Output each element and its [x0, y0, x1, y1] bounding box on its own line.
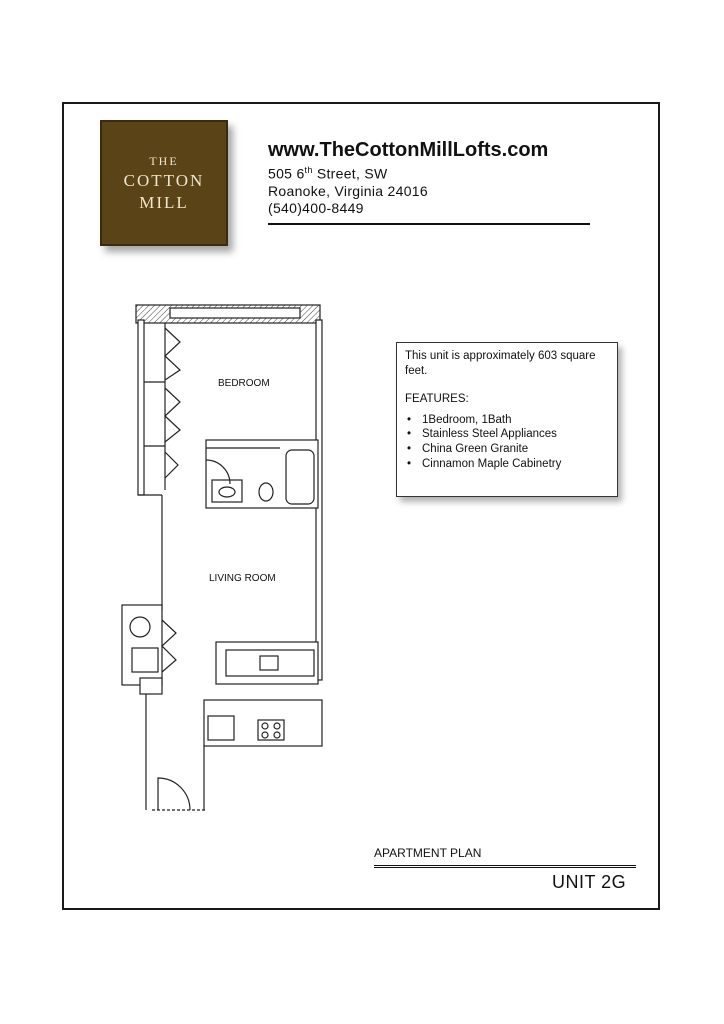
- unit-label: UNIT 2G: [552, 872, 627, 892]
- logo-line-cotton: COTTON: [123, 171, 205, 190]
- contact-block: [268, 138, 590, 225]
- kitchen-counter: [204, 700, 322, 746]
- phone-number: (540)400-8449: [268, 199, 364, 216]
- website-link[interactable]: www.TheCottonMillLofts.com: [268, 139, 549, 161]
- logo-line-mill: MILL: [139, 193, 189, 212]
- list-item: • Cinnamon Maple Cabinetry: [405, 457, 609, 472]
- utility-step: [140, 678, 162, 694]
- closet-door: [165, 328, 180, 380]
- kitchen-island: [216, 642, 318, 684]
- apartment-plan-title: APARTMENT PLAN: [374, 845, 636, 868]
- city-line: Roanoke, Virginia 24016: [268, 182, 428, 199]
- list-item: • 1Bedroom, 1Bath: [405, 413, 609, 428]
- logo-line-the: THE: [149, 154, 179, 168]
- cotton-mill-logo: [100, 120, 228, 246]
- entry-door-swing: [158, 778, 190, 810]
- floor-plan: [120, 300, 330, 820]
- west-closet-wall: [138, 320, 144, 495]
- features-list: [405, 413, 609, 471]
- utility-door: [162, 620, 176, 672]
- street-number: 505 6: [268, 165, 305, 182]
- street-ordinal: th: [304, 165, 313, 175]
- square-footage: This unit is approximately 603 square feet.: [405, 350, 596, 377]
- features-box: [396, 342, 618, 497]
- list-item: • Stainless Steel Appliances: [405, 427, 609, 442]
- window: [170, 308, 300, 318]
- living-room-label: LIVING ROOM: [209, 573, 276, 584]
- closet-door: [165, 452, 178, 478]
- bedroom-label: BEDROOM: [218, 378, 270, 389]
- list-item: • China Green Granite: [405, 442, 609, 457]
- street-rest: Street, SW: [312, 165, 388, 182]
- features-heading: FEATURES:: [405, 393, 469, 406]
- street-address: [268, 162, 590, 183]
- closet-door: [165, 388, 180, 442]
